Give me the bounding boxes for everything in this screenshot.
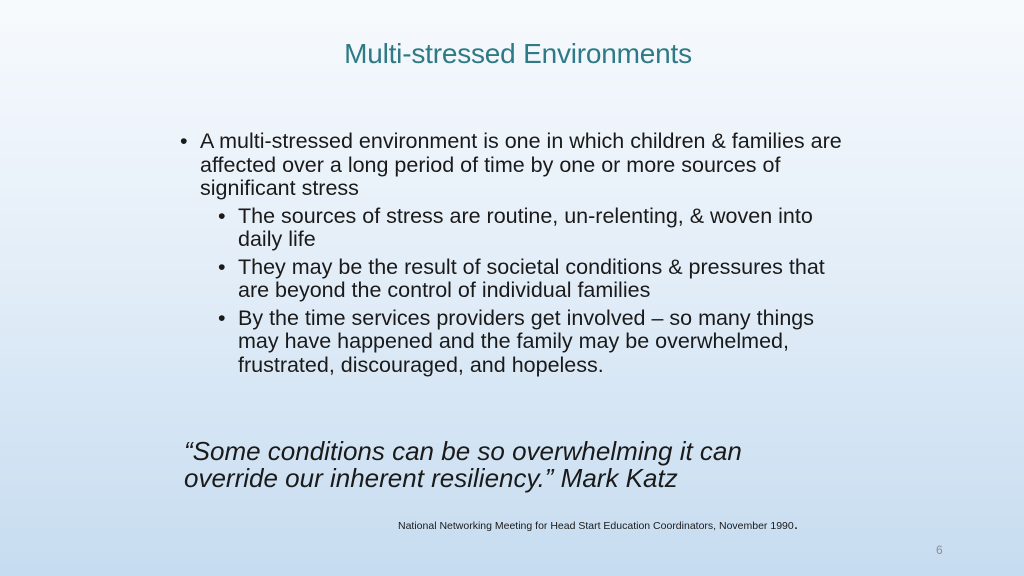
sub-bullet-item	[218, 205, 860, 252]
bullet-marker: •	[180, 129, 188, 153]
sub-bullet-item	[218, 307, 860, 378]
quote-block	[184, 438, 884, 492]
sub-bullet-text: The sources of stress are routine, un-relenting, & woven into daily life	[238, 203, 813, 251]
bullet-marker: •	[218, 305, 226, 330]
bullet-marker: •	[218, 254, 226, 279]
citation	[398, 516, 798, 534]
citation-period: .	[793, 516, 799, 533]
sub-bullet-item	[218, 256, 860, 303]
quote-line: override our inherent resiliency.” Mark Katz	[184, 463, 678, 493]
bullet-marker: •	[218, 203, 226, 228]
sub-bullet-text: They may be the result of societal conditions & pressures that are beyond the control of individual families	[238, 254, 825, 302]
quote-line: “Some conditions can be so overwhelming it can	[184, 436, 742, 466]
bullet-list	[180, 130, 860, 377]
citation-text: National Networking Meeting for Head Start Education Coordinators, November 1990	[398, 520, 794, 532]
bullet-text: A multi-stressed environment is one in which children & families are affected over a long period of time by one or more sources of significant stress	[200, 129, 842, 200]
page-number: 6	[936, 543, 943, 557]
slide-title: Multi-stressed Environments	[344, 38, 692, 69]
sub-bullet-text: By the time services providers get involved – so many things may have happened and the family may be overwhelmed, frustrated, discouraged, and hopeless.	[238, 305, 814, 377]
bullet-item	[180, 130, 860, 201]
